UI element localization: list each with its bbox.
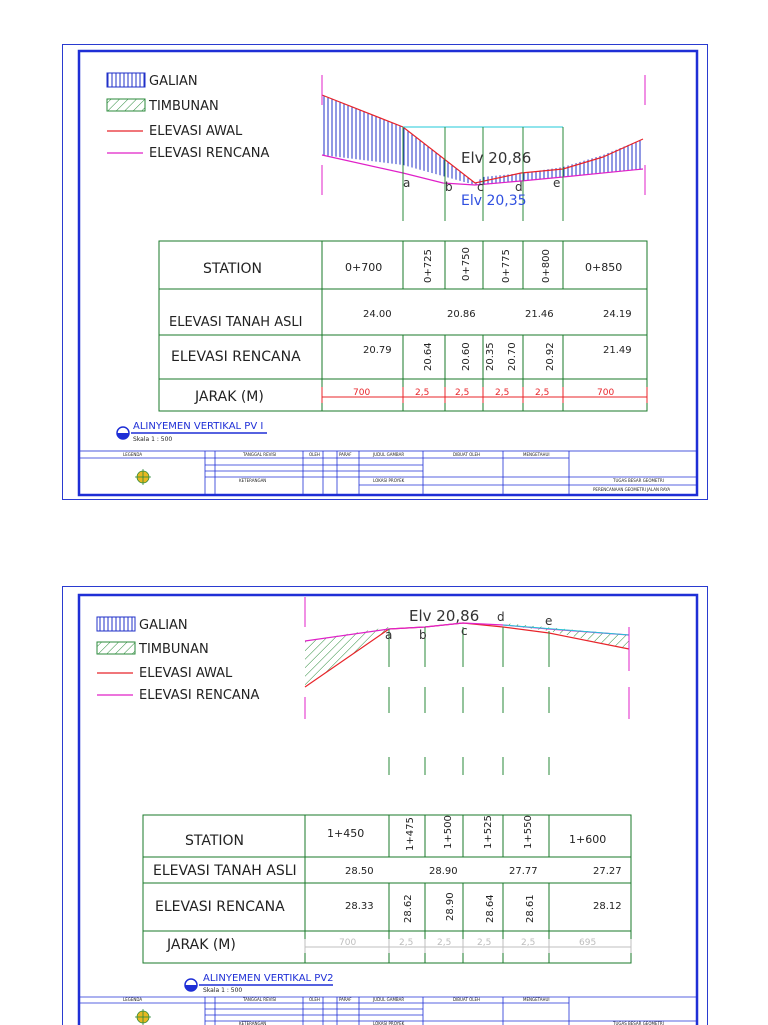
caption-title: ALINYEMEN VERTIKAL PV2 (203, 973, 334, 984)
tb-revisi: TANGGAL REVISI (243, 997, 277, 1002)
row-label-station: STATION (203, 261, 263, 277)
tb-oleh: OLEH (309, 452, 320, 457)
tb-judul-proyek: PERENCANAAN GEOMETRI JALAN RAYA (593, 487, 671, 492)
jarak-cell: 695 (579, 938, 597, 948)
elv-top-label: Elv 20,86 (461, 149, 532, 167)
legend-elev-awal-label: ELEVASI AWAL (139, 666, 233, 681)
station-cell: 1+525 (483, 815, 494, 849)
point-a: a (385, 628, 393, 642)
tb-oleh: OLEH (309, 997, 320, 1002)
rencana-cell: 20.60 (461, 342, 472, 371)
rencana-cell: 20.79 (363, 345, 392, 356)
jarak-cell: 2,5 (535, 388, 550, 398)
jarak-cell: 700 (339, 938, 357, 948)
tb-legenda: LEGENDA (123, 452, 143, 457)
legend-galian-label: GALIAN (149, 74, 198, 89)
rencana-cell: 20.35 (485, 342, 496, 371)
legend-elev-rencana-label: ELEVASI RENCANA (139, 688, 260, 703)
station-cell: 1+500 (443, 815, 454, 849)
tb-paraf: PARAF (339, 452, 352, 457)
tb-dibuat: DIBUAT OLEH (453, 452, 480, 457)
jarak-cell: 2,5 (477, 938, 492, 948)
caption-scale: Skala 1 : 500 (203, 987, 243, 994)
caption-title: ALINYEMEN VERTIKAL PV I (133, 421, 264, 432)
rencana-cell: 28.90 (445, 892, 456, 921)
inner-frame (79, 595, 697, 1025)
jarak-cell: 700 (353, 388, 371, 398)
station-cell: 0+800 (541, 249, 552, 283)
jarak-cell: 2,5 (521, 938, 536, 948)
pv1-drawing (63, 45, 707, 499)
station-cell: 0+725 (423, 249, 434, 283)
tb-keterangan: KETERANGAN (239, 478, 267, 483)
tanah-asli-cell: 20.86 (447, 309, 476, 320)
drawing-sheet-pv1 (62, 44, 708, 500)
row-label-rencana: ELEVASI RENCANA (155, 899, 285, 915)
rencana-cell: 20.70 (507, 342, 518, 371)
legend-elev-rencana-label: ELEVASI RENCANA (149, 146, 270, 161)
tb-keterangan: KETERANGAN (239, 1021, 267, 1025)
galian-swatch (97, 617, 135, 631)
point-c: c (461, 624, 468, 638)
station-cell: 0+750 (461, 247, 472, 281)
legend-timbunan-label: TIMBUNAN (149, 99, 219, 114)
point-e: e (545, 614, 553, 628)
tb-tugas: TUGAS BESAR GEOMETRI (613, 478, 664, 483)
station-cell: 1+450 (327, 827, 365, 840)
rencana-cell: 28.61 (525, 894, 536, 923)
timbunan-swatch (107, 99, 145, 111)
rencana-cell: 21.49 (603, 345, 632, 356)
row-label-rencana: ELEVASI RENCANA (171, 349, 301, 365)
tb-dibuat: DIBUAT OLEH (453, 997, 480, 1002)
tanah-asli-cell: 27.77 (509, 866, 538, 877)
row-label-jarak: JARAK (M) (195, 389, 264, 405)
row-label-tanah-asli: ELEVASI TANAH ASLI (169, 315, 303, 330)
jarak-cell: 2,5 (495, 388, 510, 398)
legend (97, 617, 260, 703)
tb-mengetahui: MENGETAHUI (523, 452, 550, 457)
tb-judul: JUDUL GAMBAR (373, 997, 405, 1002)
row-label-jarak: JARAK (M) (167, 937, 236, 953)
tb-mengetahui: MENGETAHUI (523, 997, 550, 1002)
station-cell: 0+700 (345, 261, 383, 274)
tanah-asli-cell: 28.50 (345, 866, 374, 877)
rencana-cell: 28.64 (485, 894, 496, 923)
row-label-tanah-asli: ELEVASI TANAH ASLI (153, 863, 297, 879)
point-a: a (403, 176, 411, 190)
caption-pv2 (185, 973, 334, 994)
point-e: e (553, 176, 561, 190)
station-cell: 0+850 (585, 261, 623, 274)
compass-icon (135, 1009, 151, 1025)
elv-top-label: Elv 20,86 (409, 607, 480, 625)
compass-icon (135, 469, 151, 485)
tb-judul: JUDUL GAMBAR (373, 452, 405, 457)
tanah-asli-cell: 27.27 (593, 866, 622, 877)
tb-lokasi: LOKASI PROYEK (373, 478, 405, 483)
tanah-asli-cell: 24.19 (603, 309, 632, 320)
jarak-cell: 2,5 (415, 388, 430, 398)
legend (107, 73, 270, 161)
galian-swatch (107, 73, 145, 87)
station-cell: 1+550 (523, 815, 534, 849)
tb-revisi: TANGGAL REVISI (243, 452, 277, 457)
station-cell: 1+600 (569, 833, 607, 846)
rencana-cell: 20.92 (545, 342, 556, 371)
tb-legenda: LEGENDA (123, 997, 143, 1002)
point-d: d (497, 610, 505, 624)
rencana-cell: 20.64 (423, 342, 434, 371)
point-b: b (445, 180, 453, 194)
jarak-cell: 700 (597, 388, 615, 398)
point-b: b (419, 628, 427, 642)
legend-galian-label: GALIAN (139, 618, 188, 633)
point-c: c (477, 180, 484, 194)
tanah-asli-cell: 24.00 (363, 309, 392, 320)
caption-pv1 (117, 421, 267, 443)
row-label-station: STATION (185, 833, 245, 849)
profile-pv2 (305, 597, 629, 775)
point-d: d (515, 180, 523, 194)
tb-tugas: TUGAS BESAR GEOMETRI (613, 1021, 664, 1025)
tanah-asli-cell: 21.46 (525, 309, 554, 320)
rencana-cell: 28.62 (403, 894, 414, 923)
rencana-cell: 28.33 (345, 901, 374, 912)
timbunan-swatch (97, 642, 135, 654)
jarak-cell: 2,5 (399, 938, 414, 948)
tb-lokasi: LOKASI PROYEK (373, 1021, 405, 1025)
station-cell: 1+475 (405, 817, 416, 851)
tanah-asli-cell: 28.90 (429, 866, 458, 877)
legend-timbunan-label: TIMBUNAN (139, 642, 209, 657)
elv-bottom-label: Elv 20,35 (461, 193, 527, 209)
jarak-cell: 2,5 (437, 938, 452, 948)
profile-pv1 (322, 75, 645, 221)
legend-elev-awal-label: ELEVASI AWAL (149, 124, 243, 139)
tb-paraf: PARAF (339, 997, 352, 1002)
caption-scale: Skala 1 : 500 (133, 436, 173, 443)
station-cell: 0+775 (501, 249, 512, 283)
jarak-cell: 2,5 (455, 388, 470, 398)
rencana-cell: 28.12 (593, 901, 622, 912)
drawing-sheet-pv2 (62, 586, 708, 1025)
pv2-drawing (63, 587, 707, 1025)
